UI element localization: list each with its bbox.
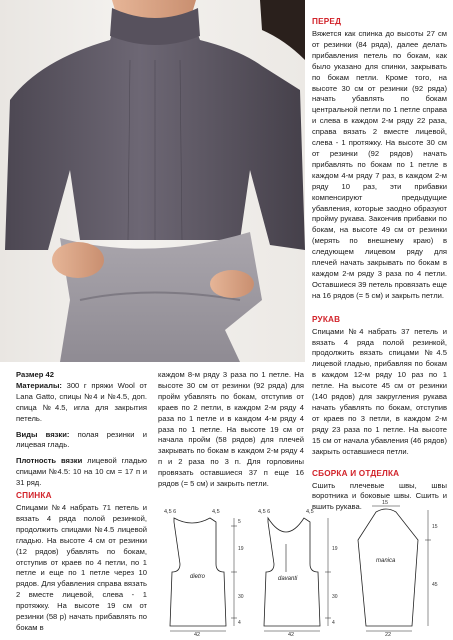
size-line <box>16 370 147 381</box>
front-top-left: 4,5 6 <box>258 509 271 515</box>
back-dim-4: 4 <box>238 620 241 626</box>
size-value: 42 <box>45 370 54 379</box>
sleeve-top: 15 <box>382 500 389 506</box>
back-bottom: 42 <box>194 632 201 636</box>
size-label: Размер <box>16 370 44 379</box>
back-dim-2: 19 <box>238 546 244 552</box>
photo-model-sweater <box>0 0 305 362</box>
front-text: Вяжется как спинка до высоты 27 см от резинки (84 ряда), далее делать прибавления петель по бокам, как было указано для спинки, закрывать по бокам петли. Кроме того, на высоте 30 см от резинки (92 ряда) начать убавлять по бокам центральной петли по 1 петле справа и слева в каждом 2-м ряду 22 раза, справа вязать 2 вместе лицевой, слева - 1 протяжку. На высоте 30 см от резинки (92 рядов) начать прибавлять по бокам по 1 петле в каждом 4-м ряду 7 раз, в каждом 2-м ряду 10 раз, эти прибавки компенсируют предыдущие убавления, которые заодно образуют пройму рукава. Закончив прибавки по бокам, на высоте 49 см от резинки (мерять по внешнему краю) в следующем лицевом ряду для плечей начать закрывать по бокам в каждом 2-м ряду 3 раза по 4 петли. Оставшиеся 39 петель провязать еще на 16 рядов (= 5 см) и закрыть петли. <box>312 29 447 300</box>
density-text: лицевой гладью спицами №4.5: 10 на 10 см = 17 п и 31 ряд. <box>16 456 147 488</box>
right-column <box>312 16 447 513</box>
front-dim-2: 30 <box>332 594 338 600</box>
back-dim-1: 5 <box>238 519 241 525</box>
sleeve-bottom: 22 <box>385 632 392 636</box>
back-section <box>16 490 147 634</box>
density-label: Плотность вязки <box>16 456 83 466</box>
photo-illustration <box>0 0 305 362</box>
sleeve-dim-1: 15 <box>432 524 438 530</box>
schematic-front <box>250 506 342 636</box>
stitches-line <box>16 430 147 452</box>
front-caption: davanti <box>278 576 298 582</box>
assembly-text: Сшить плечевые швы, швы воротника и боковые швы. Сшить и вшить рукава. <box>312 480 447 512</box>
back-dim-3: 30 <box>238 594 244 600</box>
front-dim-1: 19 <box>332 546 338 552</box>
front-top-right: 4,5 <box>306 509 314 515</box>
materials-label: Материалы: <box>16 380 62 390</box>
sleeve-caption: manica <box>376 558 396 564</box>
back-text-continued: каждом 8-м ряду 3 раза по 1 петле. На высоте 30 см от резинки (92 ряда) для пройм убавлять по бокам, отступив от краев по 2 петли, в каждом 2-м ряду 4 раза по 1 петле и в каждом 4-м ряду 4 раза по 1 петле. На высоте 19 см от начала пройм (58 рядов) для плечей закрывать по бокам в каждом 2-м ряду 4 п и 2 раза по 3 п. Для горловины провязать оставшиеся 37 п еще 16 рядов (= 5 см) и закрыть петли. <box>158 370 304 489</box>
sleeve-text: Спицами №4 набрать 37 петель и вязать 4 ряда полой резинкой, продолжить вязать спицами №4.5 лицевой гладью, прибавляя по бокам в каждом 12-м ряду 10 раз по 1 петле. На высоте 45 см от резинки (140 рядов) для закругления рукава начать убавлять по бокам, отступив от краев по 3 петли, в каждом 2-м ряду 23 раза по 1 петле. На высоте 15 см от начала убавления (46 рядов) закрыть оставшиеся петли. <box>312 326 447 456</box>
back-top-right: 4,5 <box>212 509 220 515</box>
front-dim-3: 4 <box>332 620 335 626</box>
back-caption: dietro <box>190 574 206 580</box>
sleeve-title: РУКАВ <box>312 314 341 324</box>
schematic-back <box>156 506 248 636</box>
back-text: Спицами №4 набрать 71 петель и вязать 4 ряда полой резинкой, продолжить спицами №4.5 лицевой гладью. На высоте 4 см от резинки (12 рядов) убавлять по бокам, отступив от краев по 4 петли, по 1 петле и еще по 1 петле через 10 рядов. Для убавления справа вязать 2 вместе лицевой, слева - 1 протяжку. На высоте 19 см от резинки (58 р) начать прибавлять по бокам в <box>16 503 147 632</box>
stitches-label: Виды вязки: <box>16 429 70 439</box>
density-line <box>16 456 147 489</box>
materials-line <box>16 381 147 425</box>
stitches-text: полая резинки и лицевая гладь. <box>16 429 147 450</box>
front-title: ПЕРЕД <box>312 17 342 26</box>
back-top-left: 4,5 6 <box>164 509 177 515</box>
materials-text: 300 г пряжи Wool от Lana Gatto, спицы №4 и №4.5, доп. спица №4.5, игла для закрытия петель. <box>16 380 147 423</box>
schematic-sleeve <box>346 500 446 636</box>
left-column <box>16 370 147 489</box>
back-title: СПИНКА <box>16 491 52 500</box>
assembly-title: СБОРКА И ОТДЕЛКА <box>312 468 400 478</box>
front-bottom: 42 <box>288 632 295 636</box>
sleeve-dim-2: 45 <box>432 582 438 588</box>
